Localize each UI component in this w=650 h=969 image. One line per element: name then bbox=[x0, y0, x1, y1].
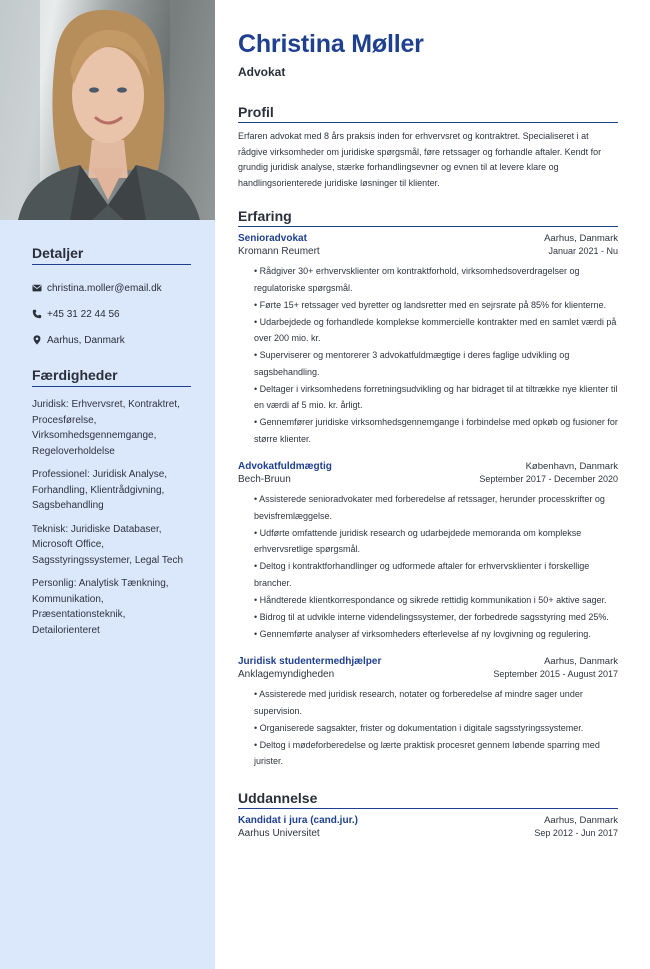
job-role: Senioradvokat bbox=[238, 233, 307, 244]
skill-group: Professionel: Juridisk Analyse, Forhandling, Klientrådgivning, Sagsbehandling bbox=[32, 469, 168, 511]
education-entry bbox=[238, 815, 618, 839]
job-location: København, Danmark bbox=[525, 461, 618, 472]
email-text[interactable]: christina.moller@email.dk bbox=[47, 282, 162, 294]
job-company: Anklagemyndigheden bbox=[238, 669, 335, 680]
bullet-item: • Bidrog til at udvikle interne videndelingssystemer, der forbedrede sagsstyring med 25%. bbox=[254, 611, 609, 622]
phone-text[interactable]: +45 31 22 44 56 bbox=[47, 308, 120, 320]
job-entry bbox=[238, 461, 618, 642]
portrait-illustration bbox=[0, 0, 215, 220]
details-heading: Detaljer bbox=[32, 245, 191, 265]
job-company: Bech-Bruun bbox=[238, 474, 291, 485]
bullet-item: • Deltog i kontraktforhandlinger og udformede aftaler for erhvervsklienter i forskellige brancher. bbox=[254, 561, 590, 588]
job-location: Aarhus, Danmark bbox=[544, 233, 618, 244]
job-bullets bbox=[254, 263, 618, 447]
bullet-item: • Håndterede klientkorrespondance og sikrede rettidig kommunikation i 50+ aktive sager. bbox=[254, 594, 607, 605]
education-heading: Uddannelse bbox=[238, 790, 618, 809]
bullet-item: • Organiserede sagsakter, frister og dokumentation i digitale sagsstyringssystemer. bbox=[254, 722, 584, 733]
phone-icon bbox=[32, 309, 42, 319]
skills-section bbox=[0, 367, 215, 638]
bullet-item: • Superviserer og mentorerer 3 advokatfuldmægtige i deres faglige udvikling og sagsbehandling. bbox=[254, 350, 570, 377]
bullet-item: • Assisterede senioradvokater med forberedelse af retssager, herunder processkrifter og bevisfremlæggelse. bbox=[254, 494, 605, 521]
person-name: Christina Møller bbox=[238, 30, 424, 58]
bullet-item: • Deltog i mødeforberedelse og lærte praktisk procesret gennem løbende sparring med jurister. bbox=[254, 739, 600, 766]
job-company: Kromann Reumert bbox=[238, 246, 320, 257]
job-bullets bbox=[254, 686, 618, 770]
location-row bbox=[32, 327, 191, 353]
job-entry bbox=[238, 233, 618, 447]
profile-photo bbox=[0, 0, 215, 220]
bullet-item: • Førte 15+ retssager ved byretter og landsretter med en sejrsrate på 85% for klienterne. bbox=[254, 299, 607, 310]
bullet-item: • Gennemførte analyser af virksomheders efterlevelse af ny lovgivning og regulering. bbox=[254, 628, 591, 639]
bullet-item: • Deltager i virksomhedens forretningsudvikling og har bidraget til at tiltrække nye klienter til en værdi af 5 mio. kr. årligt. bbox=[254, 383, 618, 410]
job-location: Aarhus, Danmark bbox=[544, 656, 618, 667]
email-row[interactable] bbox=[32, 275, 191, 301]
job-entry bbox=[238, 656, 618, 770]
location-text: Aarhus, Danmark bbox=[47, 334, 125, 346]
envelope-icon bbox=[32, 283, 42, 293]
profile-text: Erfaren advokat med 8 års praksis inden for erhvervsret og kontraktret. Specialiseret i at rådgive virksomheder om juridiske spørgsmål, føre retssager og forhandle aftaler. Kendt for grundig juridisk analyse, stærke forhandlingsevner og evnen til at levere klare og handlingsorienterede juridiske løsninger til klienter. bbox=[238, 131, 602, 188]
bullet-item: • Assisterede med juridisk research, notater og forberedelse af mindre sager under supervision. bbox=[254, 689, 583, 716]
details-section bbox=[0, 245, 215, 353]
bullet-item: • Rådgiver 30+ erhvervsklienter om kontraktforhold, virksomhedsoverdragelser og regulatoriske spørgsmål. bbox=[254, 266, 580, 293]
job-dates: September 2015 - August 2017 bbox=[493, 669, 618, 679]
education-dates: Sep 2012 - Jun 2017 bbox=[534, 827, 618, 838]
bullet-item: • Gennemfører juridiske virksomhedsgennemgange i forbindelse med opkøb og fusioner for større klienter. bbox=[254, 417, 618, 444]
profile-section bbox=[238, 104, 618, 191]
job-dates: Januar 2021 - Nu bbox=[548, 246, 618, 256]
job-role: Juridisk studentermedhjælper bbox=[238, 656, 382, 667]
education-location: Aarhus, Danmark bbox=[544, 814, 618, 826]
skills-heading: Færdigheder bbox=[32, 367, 191, 387]
experience-heading: Erfaring bbox=[238, 208, 618, 227]
skill-group: Teknisk: Juridiske Databaser, Microsoft Office, Sagsstyringssystemer, Legal Tech bbox=[32, 523, 184, 566]
job-role: Advokatfuldmægtig bbox=[238, 461, 332, 472]
skill-group: Juridisk: Erhvervsret, Kontraktret, Procesførelse, Virksomhedsgennemgange, Regeloverholdelse bbox=[32, 399, 180, 457]
skill-group: Personlig: Analytisk Tænkning, Kommunikation, Præsentationsteknik, Detailorienteret bbox=[32, 578, 169, 636]
job-dates: September 2017 - December 2020 bbox=[479, 474, 618, 484]
map-pin-icon bbox=[32, 335, 42, 345]
bullet-item: • Udførte omfattende juridisk research og udarbejdede memoranda om komplekse erhvervsretlige spørgsmål. bbox=[254, 527, 582, 554]
school-name: Aarhus Universitet bbox=[238, 827, 320, 839]
degree-name: Kandidat i jura (cand.jur.) bbox=[238, 814, 359, 826]
phone-row[interactable] bbox=[32, 301, 191, 327]
sidebar bbox=[0, 0, 215, 969]
person-title: Advokat bbox=[238, 65, 286, 79]
bullet-item: • Udarbejdede og forhandlede komplekse kommercielle kontrakter med en samlet værdi på over 200 mio. kr. bbox=[254, 316, 617, 343]
education-section bbox=[238, 790, 618, 839]
experience-section bbox=[238, 208, 618, 770]
profile-heading: Profil bbox=[238, 104, 618, 123]
main-content bbox=[238, 0, 618, 839]
job-bullets bbox=[254, 491, 618, 642]
